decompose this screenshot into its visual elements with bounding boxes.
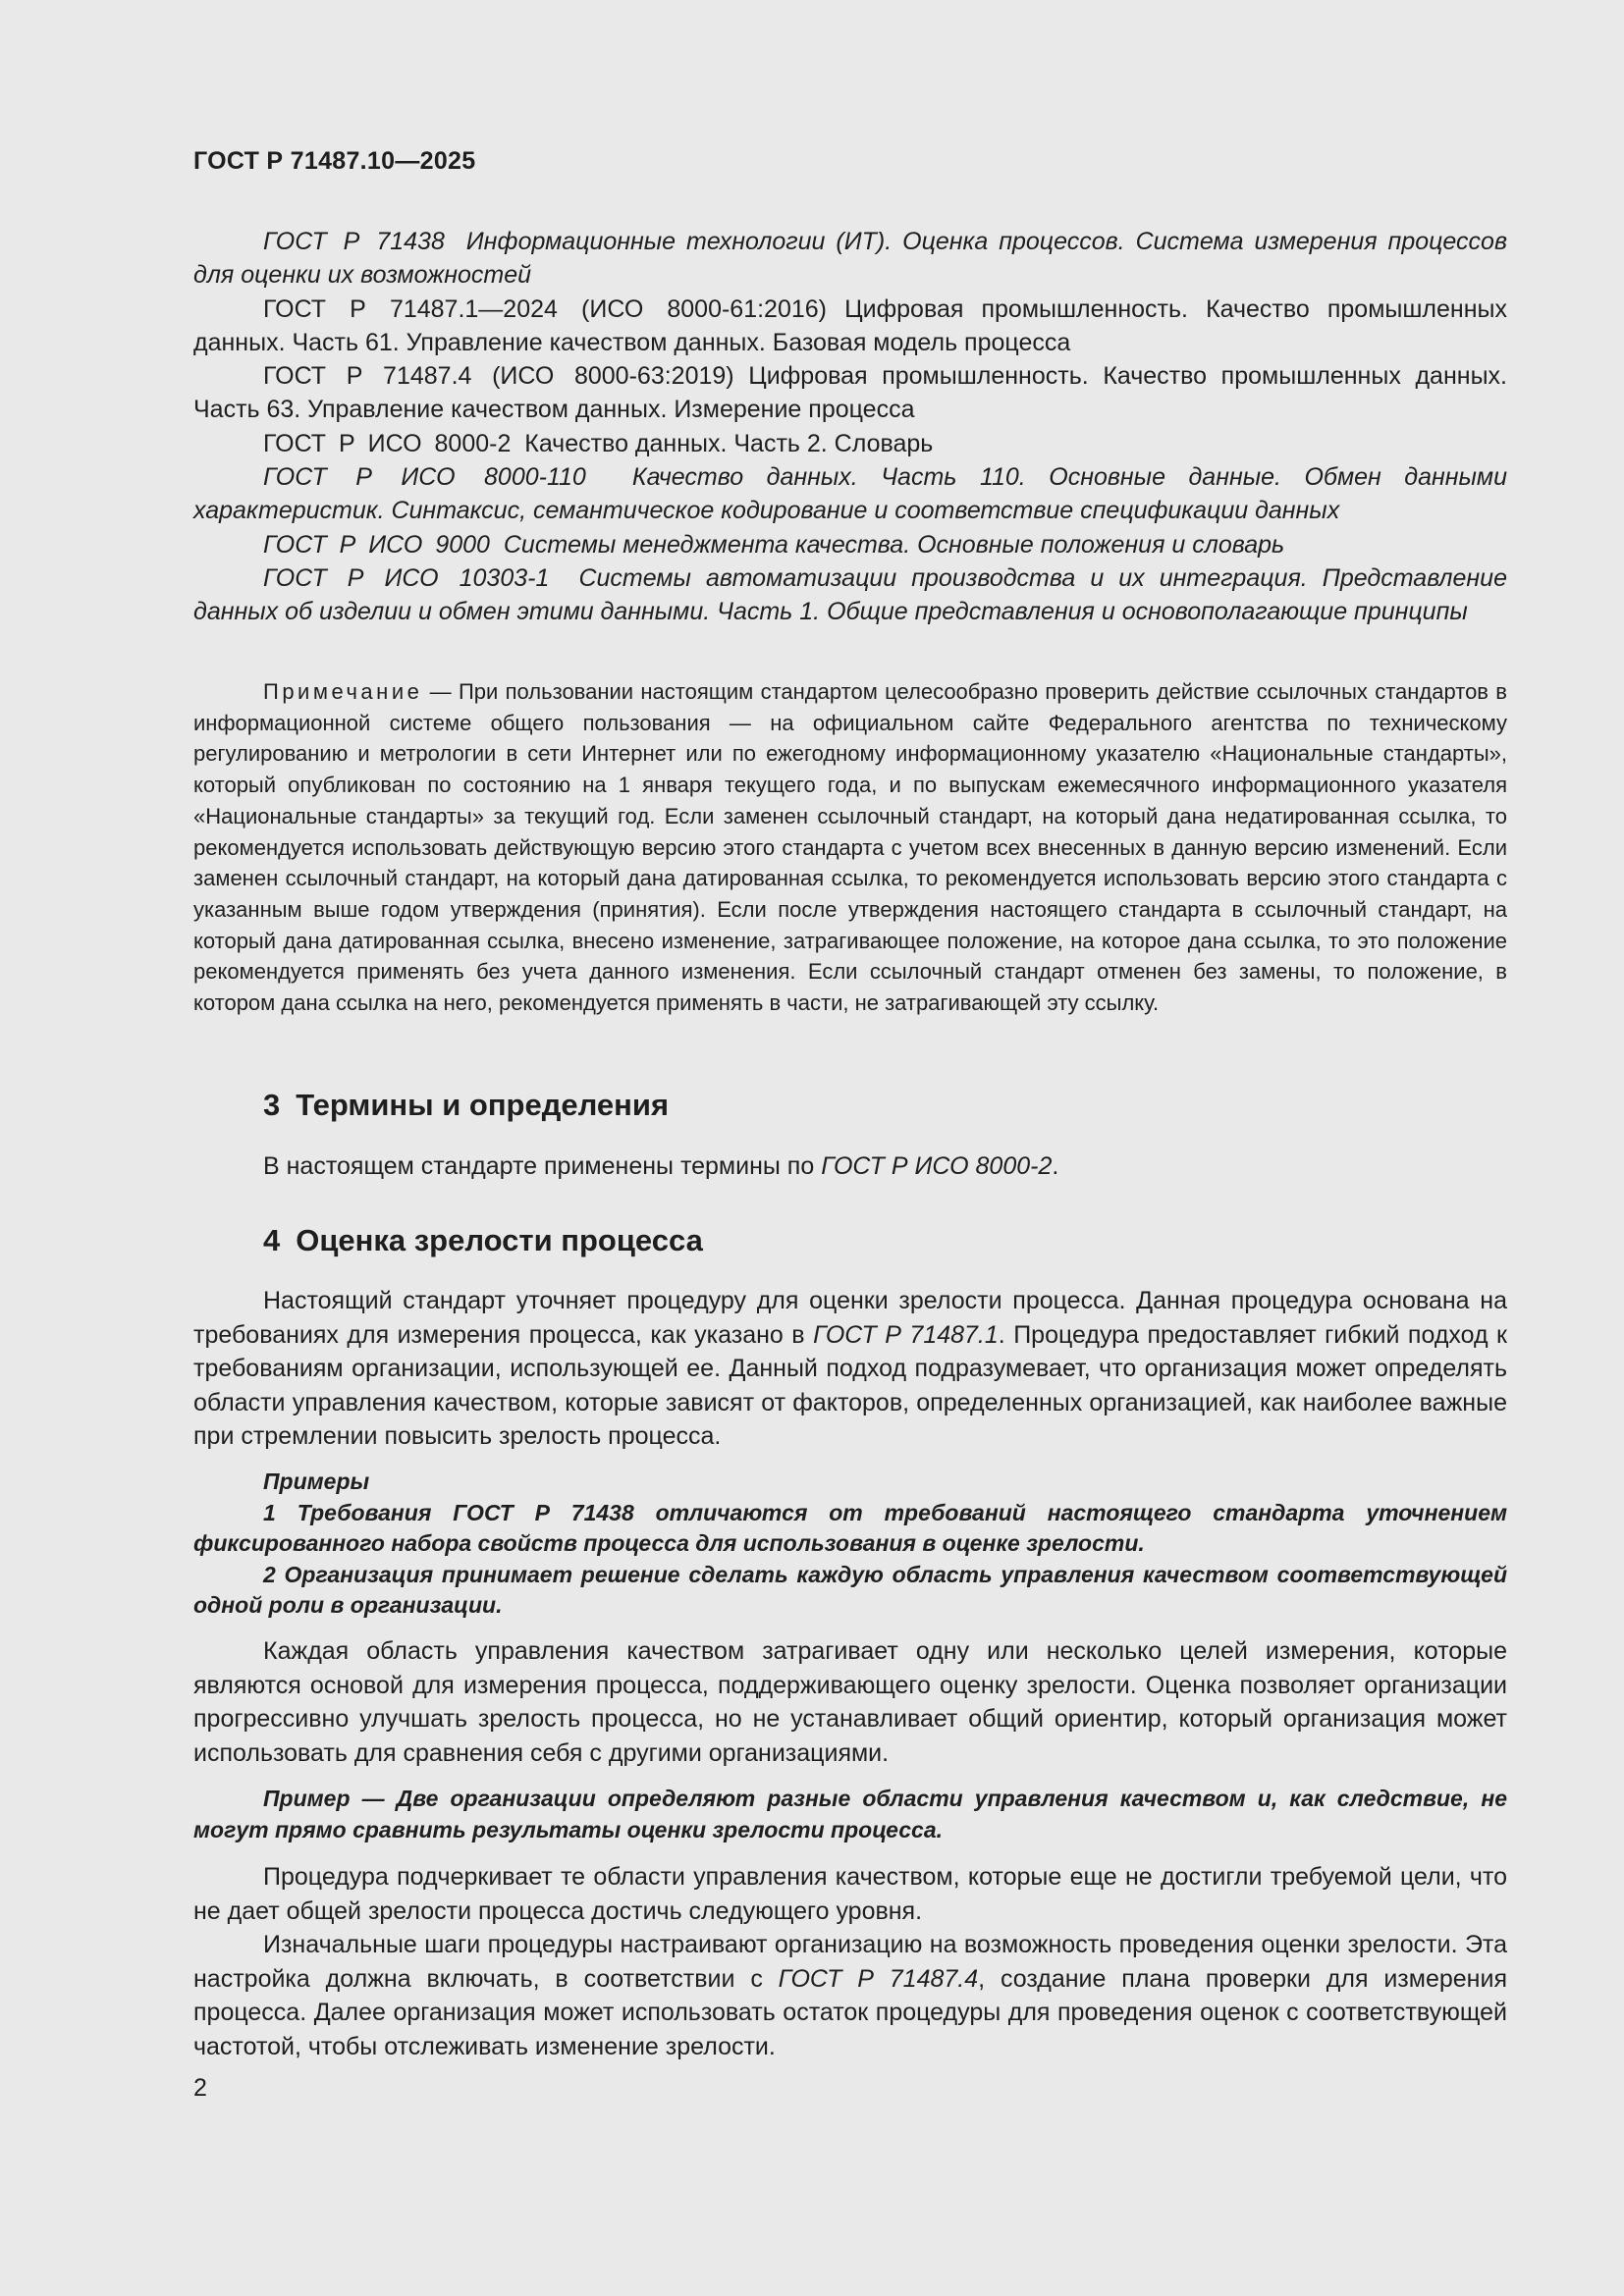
- note-text: — При пользовании настоящим стандартом целесообразно проверить действие ссылочных стандартов в информационной системе общего пользования — на официальном сайте Федерального агентства по техническому регулированию и метрологии в сети Интернет или по ежегодному информационному указателю «Национальные стандарты», который опубликован по состоянию на 1 января текущего года, и по выпускам ежемесячного информационного указателя «Национальные стандарты» за текущий год. Если заменен ссылочный стандарт, на который дана недатированная ссылка, то рекомендуется использовать действующую версию этого стандарта с учетом всех внесенных в данную версию изменений. Если заменен ссылочный стандарт, на который дана датированная ссылка, то рекомендуется использовать версию этого стандарта с указанным выше годом утверждения (принятия). Если после утверждения настоящего стандарта в ссылочный стандарт, на который дана датированная ссылка, внесено изменение, затрагивающее положение, на которое дана ссылка, то это положение рекомендуется применять без учета данного изменения. Если ссылочный стандарт отменен без замены, то положение, в котором дана ссылка на него, рекомендуется применять в части, не затрагивающей эту ссылку.: [193, 679, 1507, 1016]
- text-fragment: В настоящем стандарте применены термины по: [263, 1152, 822, 1180]
- section-4-paragraph-1: [193, 1284, 1507, 1454]
- text-fragment: Настоящий стандарт уточняет процедуру для оценки зрелости процесса. Данная процедура основана на требованиях для измерения процесса, как указано в: [193, 1287, 1507, 1349]
- reference-item: [193, 225, 1507, 293]
- examples-block: [193, 1467, 1507, 1622]
- reference-item: [193, 293, 1507, 360]
- section-number: 3: [263, 1088, 281, 1122]
- reference-item: [193, 561, 1507, 629]
- reference-item: [193, 528, 1507, 561]
- text-fragment: .: [1052, 1152, 1059, 1180]
- section-4-paragraph-2: Каждая область управления качеством затрагивает одну или несколько целей измерения, которые являются основой для измерения процесса, поддерживающего оценку зрелости. Оценка позволяет организации прогрессивно улучшать зрелость процесса, но не устанавливает общий ориентир, который организация может использовать для сравнения себя с другими организациями.: [193, 1637, 1507, 1767]
- reference-code: ГОСТ Р ИСО 10303-1: [263, 563, 550, 592]
- reference-title: Информационные технологии (ИТ). Оценка процессов. Система измерения процессов для оценки их возможностей: [193, 228, 1507, 290]
- reference-title: Цифровая промышленность. Качество промышленных данных. Часть 61. Управление качеством данных. Базовая модель процесса: [193, 294, 1507, 356]
- standard-reference: ГОСТ Р 71487.4: [778, 1964, 979, 1993]
- reference-title: Системы менеджмента качества. Основные положения и словарь: [503, 530, 1285, 559]
- text-fragment: . Процедура предоставляет гибкий подход к требованиям организации, использующей ее. Данный подход подразумевает, что организация может определять области управления качеством, которые зависят от факторов, определенных организацией, как наиболее важные при стремлении повысить зрелость процесса.: [193, 1320, 1507, 1450]
- standard-reference: ГОСТ Р 71487.1: [813, 1320, 999, 1349]
- example-single: Пример — Две организации определяют разные области управления качеством и, как следствие, не могут прямо сравнить результаты оценки зрелости процесса.: [193, 1786, 1507, 1842]
- note-label: Примечание: [263, 679, 423, 704]
- reference-item: [193, 359, 1507, 427]
- reference-title: Цифровая промышленность. Качество промышленных данных. Часть 63. Управление качеством данных. Измерение процесса: [193, 362, 1507, 424]
- references-note: [193, 676, 1507, 1019]
- section-4-heading: [263, 1223, 703, 1258]
- standard-reference: ГОСТ Р ИСО 8000-2: [821, 1152, 1053, 1180]
- normative-references-list: [193, 225, 1507, 629]
- reference-code: ГОСТ Р 71438: [263, 228, 445, 255]
- section-3-text: [193, 1149, 1507, 1184]
- section-4-paragraph-3: Процедура подчеркивает те области управления качеством, которые еще не достигли требуемой цели, что не дает общей зрелости процесса достичь следующего уровня.: [193, 1863, 1507, 1925]
- section-title: Оценка зрелости процесса: [296, 1223, 703, 1257]
- section-4-paragraph-4: [193, 1928, 1507, 2063]
- reference-code: ГОСТ Р ИСО 9000: [263, 530, 490, 559]
- page-number: 2: [193, 2074, 207, 2102]
- reference-title: Качество данных. Часть 2. Словарь: [524, 429, 934, 457]
- reference-code: ГОСТ Р ИСО 8000-2: [263, 429, 512, 457]
- text-fragment: Изначальные шаги процедуры настраивают организацию на возможность проведения оценки зрелости. Эта настройка должна включать, в соответствии с: [193, 1931, 1507, 1993]
- section-3-heading: [263, 1088, 669, 1123]
- reference-code: ГОСТ Р ИСО 8000-110: [263, 463, 586, 492]
- example-item: 2 Организация принимает решение сделать каждую область управления качеством соответствующей одной роли в организации.: [193, 1561, 1507, 1618]
- reference-title: Качество данных. Часть 110. Основные данные. Обмен данными характеристик. Синтаксис, семантическое кодирование и соответствие спецификации данных: [193, 463, 1507, 525]
- text-fragment: , создание плана проверки для измерения процесса. Далее организация может использовать остаток процедуры для проведения оценок с соответствующей частотой, чтобы отслеживать изменение зрелости.: [193, 1964, 1507, 2060]
- reference-item: [193, 427, 1507, 460]
- reference-title: Системы автоматизации производства и их интеграция. Представление данных об изделии и обмен этими данными. Часть 1. Общие представления и основополагающие принципы: [193, 563, 1507, 626]
- examples-heading: Примеры: [263, 1468, 370, 1494]
- section-title: Термины и определения: [296, 1088, 670, 1122]
- reference-item: [193, 460, 1507, 528]
- section-number: 4: [263, 1223, 281, 1257]
- reference-code: ГОСТ Р 71487.1—2024 (ИСО 8000-61:2016): [263, 294, 827, 323]
- section-4-closing-paragraphs: [193, 1860, 1507, 2063]
- document-header: ГОСТ Р 71487.10—2025: [193, 147, 476, 175]
- example-item: 1 Требования ГОСТ Р 71438 отличаются от требований настоящего стандарта уточнением фиксированного набора свойств процесса для использования в оценке зрелости.: [193, 1499, 1507, 1556]
- reference-code: ГОСТ Р 71487.4 (ИСО 8000-63:2019): [263, 362, 734, 391]
